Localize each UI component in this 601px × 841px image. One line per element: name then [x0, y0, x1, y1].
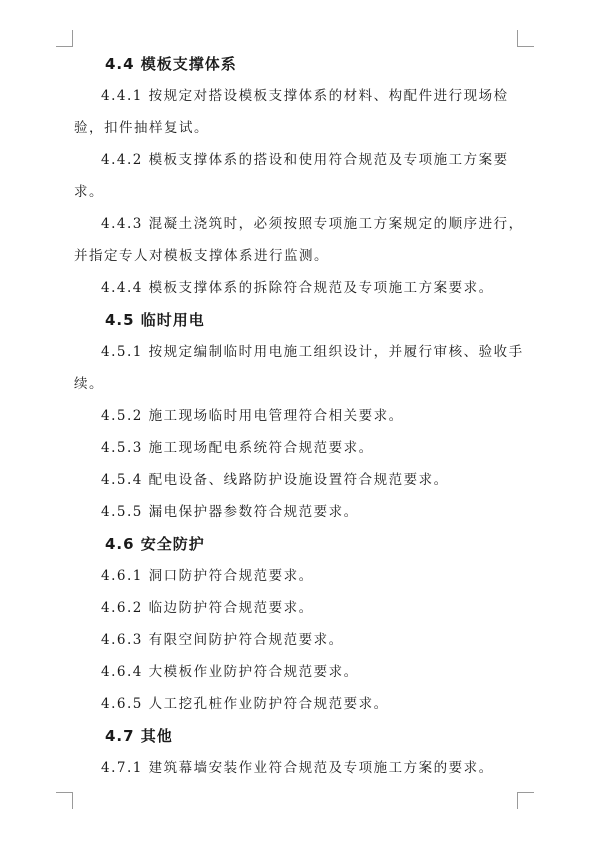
- clause-text-line: 4.7.1 建筑幕墙安装作业符合规范及专项施工方案的要求。: [101, 760, 494, 776]
- clause-text-line: 4.6.4 大模板作业防护符合规范要求。: [101, 664, 359, 680]
- page-corner-mark-bottom-right: [517, 792, 534, 809]
- clause-paragraph: [74, 656, 522, 688]
- clause-text-line: 4.5.2 施工现场临时用电管理符合相关要求。: [101, 408, 404, 424]
- document-body: [74, 48, 522, 784]
- clause-paragraph: [74, 624, 522, 656]
- clause-paragraph: [74, 688, 522, 720]
- clause-text-line: 4.5.4 配电设备、线路防护设施设置符合规范要求。: [101, 472, 449, 488]
- page-corner-mark-top-left: [56, 30, 73, 47]
- section-heading: 4.4 模板支撑体系: [105, 55, 237, 73]
- clause-paragraph: [74, 592, 522, 624]
- page-corner-mark-top-right: [517, 30, 534, 47]
- clause-text-line: 验，扣件抽样复试。: [74, 120, 209, 136]
- clause-text-line: 4.4.3 混凝土浇筑时，必须按照专项施工方案规定的顺序进行，: [101, 216, 524, 232]
- clause-paragraph: [74, 432, 522, 464]
- clause-text-line: 4.6.3 有限空间防护符合规范要求。: [101, 632, 344, 648]
- clause-paragraph: [74, 464, 522, 496]
- clause-paragraph: [74, 336, 522, 400]
- clause-text-line: 续。: [74, 376, 104, 392]
- page-corner-mark-bottom-left: [56, 792, 73, 809]
- clause-paragraph: [74, 560, 522, 592]
- clause-text-line: 4.5.3 施工现场配电系统符合规范要求。: [101, 440, 374, 456]
- clause-paragraph: [74, 272, 522, 304]
- clause-text-line: 4.5.1 按规定编制临时用电施工组织设计，并履行审核、验收手: [101, 344, 524, 360]
- clause-text-line: 4.5.5 漏电保护器参数符合规范要求。: [101, 504, 359, 520]
- clause-text-line: 4.6.5 人工挖孔桩作业防护符合规范要求。: [101, 696, 389, 712]
- clause-text-line: 4.4.2 模板支撑体系的搭设和使用符合规范及专项施工方案要: [101, 152, 509, 168]
- clause-paragraph: [74, 496, 522, 528]
- clause-paragraph: [74, 400, 522, 432]
- section-heading: 4.7 其他: [105, 727, 173, 745]
- clause-text-line: 4.6.2 临边防护符合规范要求。: [101, 600, 314, 616]
- clause-text-line: 4.6.1 洞口防护符合规范要求。: [101, 568, 314, 584]
- clause-text-line: 求。: [74, 184, 104, 200]
- section-heading: 4.6 安全防护: [105, 535, 205, 553]
- clause-paragraph: [74, 752, 522, 784]
- section-heading: 4.5 临时用电: [105, 311, 205, 329]
- clause-paragraph: [74, 208, 522, 272]
- clause-text-line: 4.4.4 模板支撑体系的拆除符合规范及专项施工方案要求。: [101, 280, 494, 296]
- clause-text-line: 并指定专人对模板支撑体系进行监测。: [74, 248, 329, 264]
- clause-paragraph: [74, 144, 522, 208]
- clause-paragraph: [74, 80, 522, 144]
- clause-text-line: 4.4.1 按规定对搭设模板支撑体系的材料、构配件进行现场检: [101, 88, 509, 104]
